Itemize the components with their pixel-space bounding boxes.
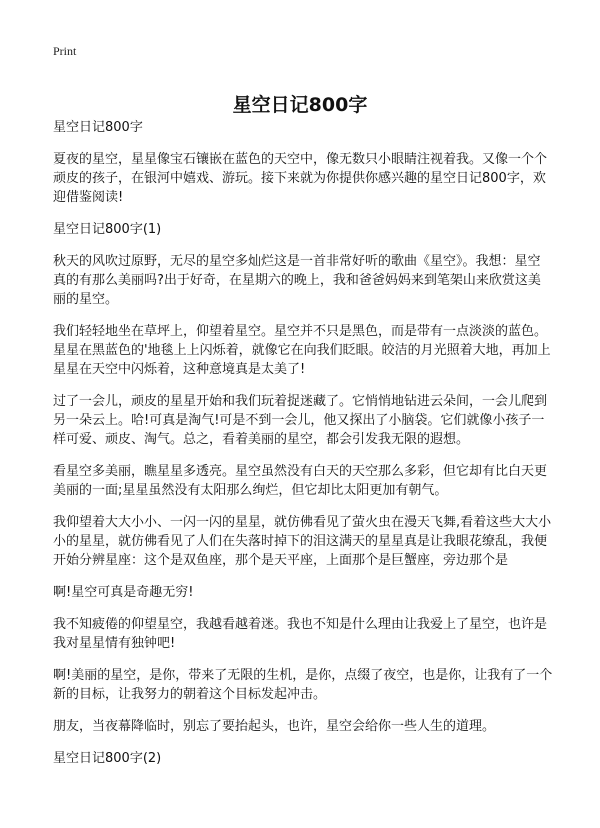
article-subheading: 星空日记800字(2) [53, 751, 162, 766]
article-subheading: 星空日记800字(1) [53, 222, 162, 237]
article-paragraph: 秋天的风吹过原野，无尽的星空多灿烂这是一首非常好听的歌曲《星空》。我想：星空真的有那么美丽吗?出于好奇，在星期六的晚上，我和爸爸妈妈来到笔架山来欣赏这美丽的星空。 [53, 254, 541, 307]
article-paragraph: 看星空多美丽，瞧星星多透亮。星空虽然没有白天的天空那么多彩，但它却有比白天更美丽的一面;星星虽然没有太阳那么绚烂，但它却比太阳更加有朝气。 [53, 464, 548, 498]
article-paragraph: 夏夜的星空，星星像宝石镶嵌在蓝色的天空中，像无数只小眼睛注视着我。又像一个个顽皮的孩子，在银河中嬉戏、游玩。接下来就为你提供你感兴趣的星空日记800字，欢迎借鉴阅读! [53, 152, 548, 205]
page-title: 星空日记800字 [232, 93, 368, 116]
article-paragraph: 我不知疲倦的仰望星空，我越看越着迷。我也不知是什么理由让我爱上了星空，也许是我对星星情有独钟吧! [53, 617, 548, 651]
article-paragraph: 我仰望着大大小小、一闪一闪的星星，就仿佛看见了萤火虫在漫天飞舞,看着这些大大小小的星星，就仿佛看见了人们在失落时掉下的泪这满天的星星真是让我眼花缭乱，我便开始分辨星座：这个是双鱼座，那个是天平座，上面那个是巨蟹座，旁边那个是 [53, 515, 552, 568]
article-paragraph: 我们轻轻地坐在草坪上，仰望着星空。星空并不只是黑色，而是带有一点淡淡的蓝色。星星在黑蓝色的'地毯上上闪烁着，就像它在向我们眨眼。皎洁的月光照着大地，再加上星星在天空中闪烁着，这种意境真是太美了! [53, 324, 551, 377]
article-paragraph: 啊!美丽的星空，是你，带来了无限的生机，是你，点缀了夜空，也是你，让我有了一个新的目标，让我努力的朝着这个目标发起冲击。 [53, 668, 553, 702]
print-link[interactable]: Print [53, 44, 77, 58]
article-paragraph: 朋友，当夜幕降临时，别忘了要抬起头，也许，星空会给你一些人生的道理。 [53, 719, 496, 734]
article-subheading: 星空日记800字 [53, 120, 143, 135]
article-body [53, 118, 553, 781]
article-paragraph: 过了一会儿，顽皮的星星开始和我们玩着捉迷藏了。它悄悄地钻进云朵间，一会儿爬到另一朵云上。哈!可真是淘气!可是不到一会儿，他又探出了小脑袋。它们就像小孩子一样可爱、顽皮、淘气。总之，看着美丽的星空，都会引发我无限的遐想。 [53, 394, 548, 447]
article-paragraph: 啊!星空可真是奇趣无穷! [53, 585, 194, 600]
